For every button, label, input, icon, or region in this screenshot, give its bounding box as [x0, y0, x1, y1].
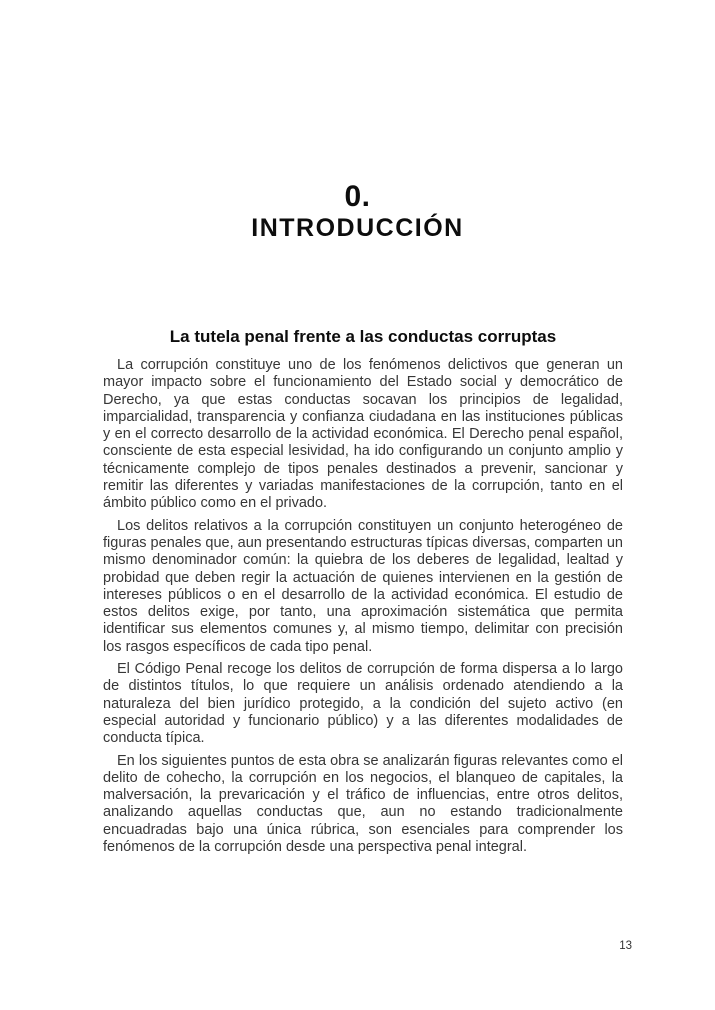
paragraph: La corrupción constituye uno de los fenómenos delictivos que generan un mayor impacto sobre el funcionamiento del Estado social y democrático de Derecho, ya que estas conductas socavan los principios de legalidad, imparcialidad, transparencia y confianza ciudadana en las instituciones públicas y en el correcto desarrollo de la actividad económica. El Derecho penal español, consciente de esta especial lesividad, ha ido configurando un conjunto amplio y técnicamente complejo de tipos penales destinados a prevenir, sancionar y remitir las diferentes y variadas manifestaciones de la corrupción, tanto en el ámbito público como en el privado.: [103, 357, 623, 512]
section-heading: La tutela penal frente a las conductas corruptas: [169, 327, 557, 346]
body-text: [103, 357, 623, 856]
chapter-title: INTRODUCCIÓN: [251, 214, 464, 242]
paragraph: Los delitos relativos a la corrupción constituyen un conjunto heterogéneo de figuras penales que, aun presentando estructuras típicas diversas, comparten un mismo denominador común: la quiebra de los deberes de legalidad, lealtad y probidad que deben regir la actuación de quienes intervienen en la gestión de intereses públicos o en el desarrollo de la actividad económica. El estudio de estos delitos exige, por tanto, una aproximación sistemática que permita identificar sus elementos comunes y, al mismo tiempo, delimitar con precisión los rasgos específicos de cada tipo penal.: [103, 517, 623, 655]
chapter-heading: [0, 180, 715, 243]
page-number: 13: [619, 940, 632, 952]
chapter-number: 0.: [344, 180, 371, 213]
paragraph: En los siguientes puntos de esta obra se analizarán figuras relevantes como el delito de cohecho, la corrupción en los negocios, el blanqueo de capitales, la malversación, la prevaricación y el tráfico de influencias, entre otros delitos, analizando aquellas conductas que, aun no estando tradicionalmente encuadradas bajo una única rúbrica, son esenciales para comprender los fenómenos de la corrupción desde una perspectiva penal integral.: [103, 752, 623, 856]
paragraph: El Código Penal recoge los delitos de corrupción de forma dispersa a lo largo de distintos títulos, lo que requiere un análisis ordenado atendiendo a la naturaleza del bien jurídico protegido, a la condición del sujeto activo (en especial autoridad y funcionario público) y a las diferentes modalidades de conducta típica.: [103, 661, 623, 747]
